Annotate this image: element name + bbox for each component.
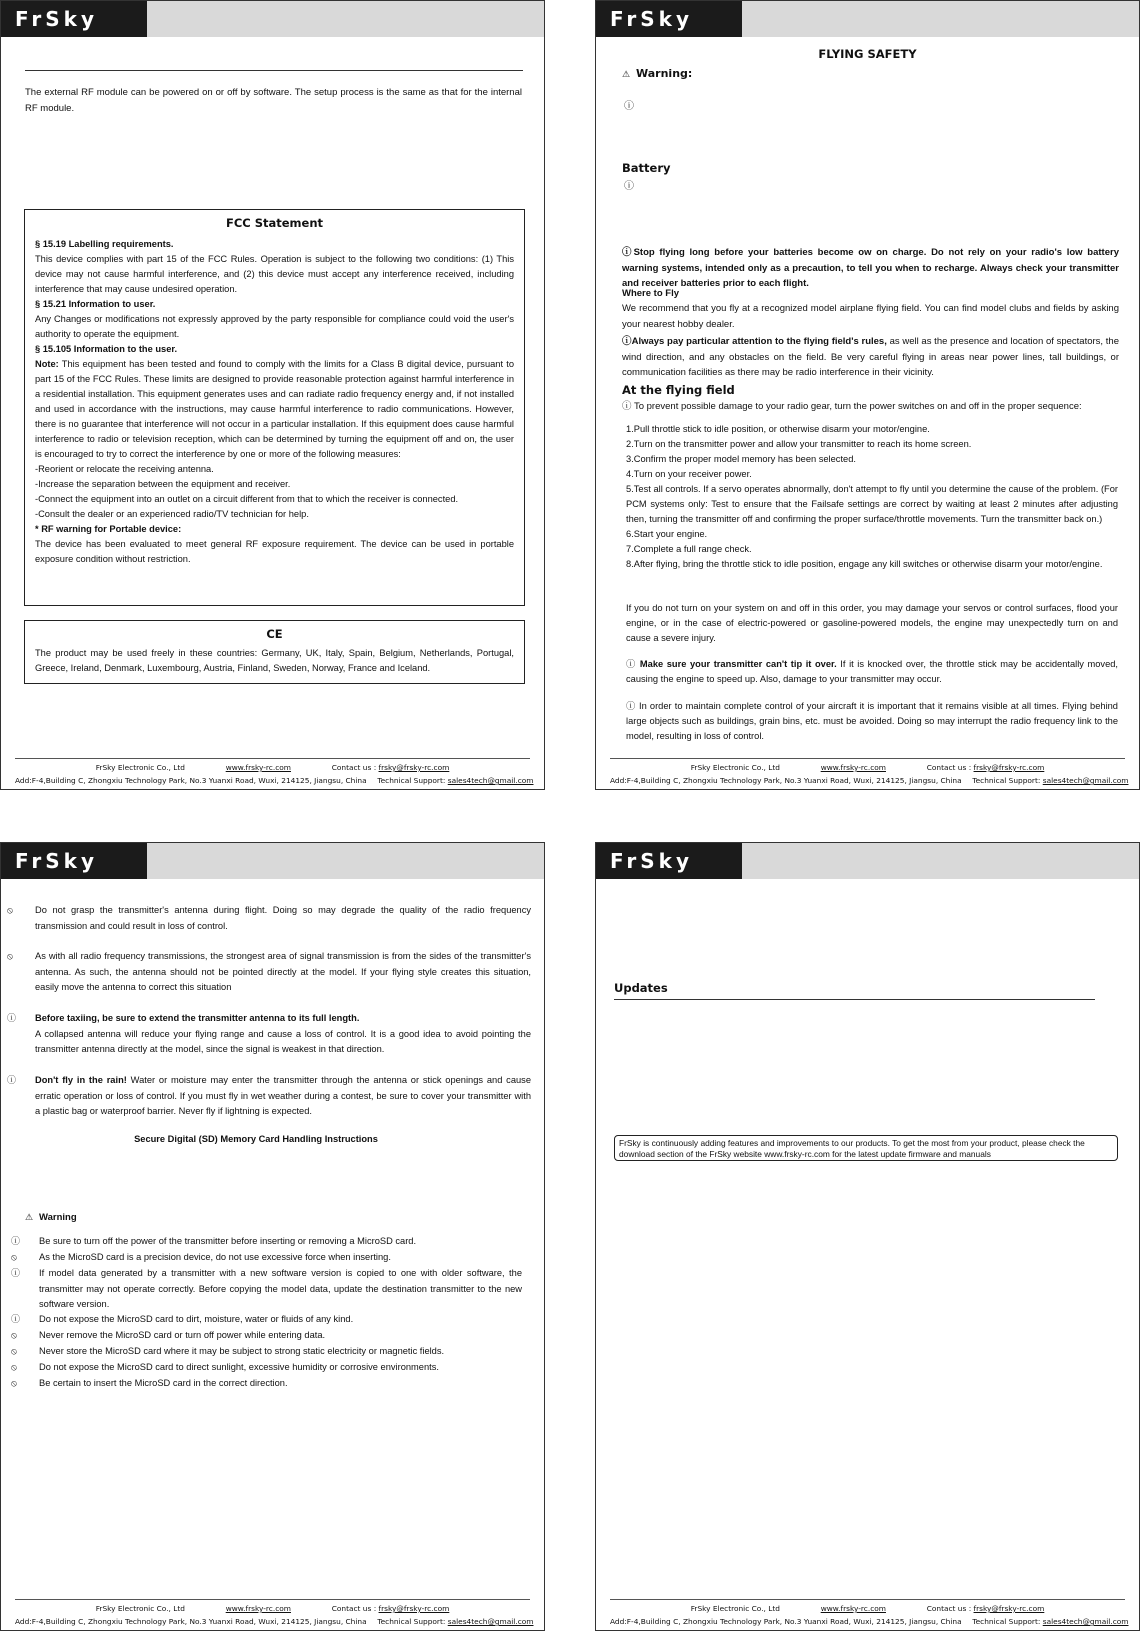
step-item: 1.Pull throttle stick to idle position, or otherwise disarm your motor/engine.: [626, 424, 930, 434]
footer-address: Add:F-4,Building C, Zhongxiu Technology Park, No.3 Yuanxi Road, Wuxi, 214125, Jiangsu, China: [610, 776, 962, 785]
control-paragraph: ⓘ In order to maintain complete control of your aircraft it is important that it remains visible at all times. Flying behind large objects such as buildings, grain bins, etc. must be avoided. Doing so may interrupt the radio frequency link to the model, resulting in loss of control.: [626, 701, 1118, 741]
updates-divider: [614, 999, 1095, 1000]
flying-field-heading: At the flying field: [622, 383, 735, 397]
footer-support-email-link[interactable]: sales4tech@gmail.com: [1042, 1617, 1129, 1626]
prohibited-icon: ⦸: [11, 1331, 17, 1341]
measure-item: -Consult the dealer or an experienced radio/TV technician for help.: [35, 509, 309, 519]
sd-item: ⓘ If model data generated by a transmitter with a new software version is copied to one with older software, the transmitter may not operate correctly. Before copying the model data, update the destination transmitter to the new software version.: [11, 1268, 522, 1309]
footer-website-link[interactable]: www.frsky-rc.com: [225, 1604, 291, 1613]
grasp-paragraph: ⦸ Do not grasp the transmitter's antenna during flight. Doing so may degrade the quality of the radio frequency transmission and could result in loss of control.: [7, 905, 531, 931]
caution-circle-icon: ⓘ: [626, 659, 640, 669]
page-footer: [610, 758, 1129, 790]
footer-contact-email-link[interactable]: frsky@frsky-rc.com: [973, 763, 1045, 772]
footer-address: Add:F-4,Building C, Zhongxiu Technology Park, No.3 Yuanxi Road, Wuxi, 214125, Jiangsu, China: [610, 1617, 962, 1626]
caution-circle-icon: ⓘ: [622, 401, 634, 412]
taxi-paragraph: [7, 1011, 531, 1057]
footer-support-email-link[interactable]: sales4tech@gmail.com: [1042, 776, 1129, 785]
footer-support-email-link[interactable]: sales4tech@gmail.com: [447, 776, 534, 785]
page-footer: [15, 1599, 534, 1631]
footer-website-link[interactable]: www.frsky-rc.com: [225, 763, 291, 772]
sd-item: ⓘ Be sure to turn off the power of the transmitter before inserting or removing a MicroSD card.: [25, 1234, 522, 1250]
footer-company: FrSky Electronic Co., Ltd: [95, 1604, 185, 1613]
attention-paragraph: [622, 334, 1119, 381]
measure-item: -Connect the equipment into an outlet on a circuit different from that to which the receiver is connected.: [35, 494, 459, 504]
rf-warning-heading: * RF warning for Portable device:: [35, 524, 182, 534]
sd-item: ⦸ Never store the MicroSD card where it may be subject to strong static electricity or magnetic fields.: [25, 1344, 522, 1360]
tip-over-paragraph: [626, 657, 1118, 687]
sd-item: ⦸ Be certain to insert the MicroSD card in the correct direction.: [25, 1376, 522, 1392]
sd-item: ⦸ Do not expose the MicroSD card to direct sunlight, excessive humidity or corrosive environments.: [25, 1360, 522, 1376]
fcc-statement-box: [24, 209, 525, 606]
footer-address: Add:F-4,Building C, Zhongxiu Technology Park, No.3 Yuanxi Road, Wuxi, 214125, Jiangsu, China: [15, 776, 367, 785]
rain-rest: Water or moisture may enter the transmitter through the antenna or stick openings and cause erratic operation or loss of control. If you must fly in wet weather during a contest, be sure to cover your transmitter with a plastic bag or waterproof barrier. Never fly if lightning is expected.: [35, 1075, 531, 1116]
order-paragraph: If you do not turn on your system on and off in this order, you may damage your servos or control surfaces, flood your engine, or in the case of electric-powered or gasoline-powered models, the engine may unexpectedly turn on and cause a severe injury.: [626, 603, 1118, 643]
frsky-logo: FrSky: [596, 843, 742, 879]
footer-contact-label: Contact us :: [926, 1604, 972, 1613]
footer-website-link[interactable]: www.frsky-rc.com: [820, 763, 886, 772]
sd-items-list: [11, 1234, 522, 1392]
prohibited-icon: ⦸: [11, 1253, 17, 1263]
footer-website-link[interactable]: www.frsky-rc.com: [820, 1604, 886, 1613]
caution-circle-icon: ⓘ: [624, 181, 634, 192]
prohibited-icon: ⦸: [11, 1363, 17, 1373]
note-body: This equipment has been tested and found to comply with the limits for a Class B digital device, pursuant to part 15 of the FCC Rules. These limits are designed to provide reasonable protection against harmful interference in a residential installation. This equipment generates uses and can radiate radio frequency energy and, if not installed and used in accordance with the instructions, may cause harmful interference to radio communications. However, there is no guarantee that interference will not occur in a particular installation. If this equipment does cause harmful interference to radio or television reception, which can be determined by turning the equipment off and on, the user is encouraged to try to correct the interference by one or more of the following measures:: [35, 359, 514, 459]
footer-contact-label: Contact us :: [331, 763, 377, 772]
warning-triangle-icon: ⚠: [622, 70, 631, 80]
footer-company: FrSky Electronic Co., Ltd: [690, 1604, 780, 1613]
prohibited-icon: ⦸: [11, 1347, 17, 1357]
caution-circle-icon: ⓘ: [11, 1269, 21, 1279]
caution-circle-icon: ⓘ: [622, 336, 632, 347]
footer-company: FrSky Electronic Co., Ltd: [95, 763, 185, 772]
prohibited-icon: ⦸: [11, 1379, 17, 1389]
updates-heading: Updates: [614, 981, 668, 995]
page-4: [595, 842, 1140, 1631]
taxi-bold: Before taxiing, be sure to extend the transmitter antenna to its full length.: [35, 1013, 360, 1023]
s1519-body: This device complies with part 15 of the FCC Rules. Operation is subject to the following two conditions: (1) This device may not cause harmful interference, and (2) this device must accept any interference received, including interference that may cause undesired operation.: [35, 254, 514, 294]
measure-item: -Increase the separation between the equipment and receiver.: [35, 479, 291, 489]
sd-item: ⦸ Never remove the MicroSD card or turn off power while entering data.: [25, 1328, 522, 1344]
prohibited-icon: ⦸: [7, 952, 13, 962]
footer-support-label: Technical Support:: [377, 1617, 446, 1626]
flying-safety-title: FLYING SAFETY: [818, 47, 917, 61]
sd-item: ⓘ Do not expose the MicroSD card to dirt, moisture, water or fluids of any kind.: [25, 1312, 522, 1328]
prohibited-icon: ⦸: [7, 906, 13, 916]
page-header: [596, 843, 1139, 879]
footer-contact-email-link[interactable]: frsky@frsky-rc.com: [973, 1604, 1045, 1613]
caution-circle-icon: ⓘ: [11, 1315, 21, 1325]
updates-notice-text: FrSky is continuously adding features and improvements to our products. To get the most from your product, please check the download section of the FrSky website www.frsky-rc.com for the latest update firmware and manuals: [619, 1138, 1085, 1159]
attention-rest: as well as the presence and location of spectators, the wind direction, and any obstacles on the field. Be very careful flying in areas near power lines, tall buildings, or communication facilities as there may be radio interference in their vicinity.: [622, 336, 1119, 379]
tip-over-bold: Make sure your transmitter can't tip it over.: [639, 659, 837, 669]
page-header: [1, 843, 544, 879]
caution-circle-icon: ⓘ: [7, 1076, 17, 1086]
page-1: [0, 0, 545, 790]
footer-support-label: Technical Support:: [972, 1617, 1041, 1626]
step-item: 3.Confirm the proper model memory has been selected.: [626, 454, 856, 464]
step-item: 6.Start your engine.: [626, 529, 708, 539]
ce-box: [24, 620, 525, 684]
footer-address: Add:F-4,Building C, Zhongxiu Technology Park, No.3 Yuanxi Road, Wuxi, 214125, Jiangsu, China: [15, 1617, 367, 1626]
fcc-body: [35, 237, 514, 567]
step-item: 5.Test all controls. If a servo operates abnormally, don't attempt to fly until you determine the cause of the problem. (For PCM systems only: Test to ensure that the Failsafe settings are correct by waiting at least 2 minutes after adjusting then, turning the transmitter off and confirming the proper surface/throttle movements. Turn the transmitter back on.): [626, 484, 1118, 524]
page-header: [1, 1, 544, 37]
step-item: 4.Turn on your receiver power.: [626, 469, 752, 479]
frsky-logo: FrSky: [596, 1, 742, 37]
page-footer: [610, 1599, 1129, 1631]
steps-list: [626, 422, 1118, 572]
sd-warning-label: Warning: [39, 1212, 77, 1223]
rf-warning-body: The device has been evaluated to meet general RF exposure requirement. The device can be used in portable exposure condition without restriction.: [35, 539, 514, 564]
step-item: 7.Complete a full range check.: [626, 544, 752, 554]
page-2: [595, 0, 1140, 790]
sd-item: ⦸ As the MicroSD card is a precision device, do not use excessive force when inserting.: [25, 1250, 522, 1266]
footer-support-label: Technical Support:: [377, 776, 446, 785]
divider: [25, 70, 523, 71]
footer-support-email-link[interactable]: sales4tech@gmail.com: [447, 1617, 534, 1626]
warning-label: Warning:: [636, 67, 693, 80]
s15105-heading: § 15.105 Information to the user.: [35, 344, 178, 354]
sd-card-title: Secure Digital (SD) Memory Card Handling Instructions: [134, 1134, 378, 1144]
caution-circle-icon: ⓘ: [7, 1014, 17, 1024]
page-3: [0, 842, 545, 1631]
battery-heading: Battery: [622, 161, 671, 175]
footer-support-label: Technical Support:: [972, 776, 1041, 785]
tip-over-rest: If it is knocked over, the throttle stick may be accidentally moved, causing the engine to speed up. Also, damage to your transmitter may occur.: [626, 659, 1119, 684]
sd-warning-heading: [25, 1212, 77, 1223]
s1521-body: Any Changes or modifications not expressly approved by the party responsible for compliance could void the user's authority to operate the equipment.: [35, 314, 514, 339]
footer-contact-email-link[interactable]: frsky@frsky-rc.com: [378, 1604, 450, 1613]
note-label: Note:: [35, 359, 59, 369]
flying-field-intro: ⓘ To prevent possible damage to your radio gear, turn the power switches on and off in the proper sequence:: [622, 401, 1082, 412]
ce-body: The product may be used freely in these countries: Germany, UK, Italy, Spain, Belgium, Netherlands, Portugal, Greece, Ireland, Denmark, Luxembourg, Austria, Finland, Sweden, Norway, France and Iceland.: [35, 648, 514, 673]
where-to-fly-heading: Where to Fly: [622, 288, 680, 299]
stop-flying-text: Stop flying long before your batteries become ow on charge. Do not rely on your radio's low battery warning systems, intended only as a precaution, to tell you when to recharge. Always check your transmitter and receiver batteries prior to each flight.: [622, 247, 1119, 290]
fcc-title: FCC Statement: [225, 216, 324, 230]
caution-circle-icon: ⓘ: [624, 101, 634, 112]
frsky-logo: FrSky: [1, 1, 147, 37]
updates-notice-box: [614, 1135, 1118, 1161]
attention-bold: Always pay particular attention to the flying field's rules,: [631, 336, 887, 347]
page-header: [596, 1, 1139, 37]
footer-company: FrSky Electronic Co., Ltd: [690, 763, 780, 772]
ce-title: CE: [266, 627, 283, 641]
s1519-heading: § 15.19 Labelling requirements.: [35, 239, 174, 249]
rain-paragraph: [7, 1073, 531, 1119]
rain-bold: Don't fly in the rain!: [35, 1075, 127, 1085]
step-item: 2.Turn on the transmitter power and allow your transmitter to reach its home screen.: [626, 439, 972, 449]
where-to-fly-body: We recommend that you fly at a recognized model airplane flying field. You can find model clubs and fields by asking your nearest hobby dealer.: [622, 303, 1119, 330]
step-item: 8.After flying, bring the throttle stick to idle position, engage any kill switches or otherwise disarm your motor/engine.: [626, 559, 1103, 569]
measure-item: -Reorient or relocate the receiving antenna.: [35, 464, 214, 474]
caution-circle-icon: ⓘ: [11, 1237, 21, 1247]
taxi-rest: A collapsed antenna will reduce your flying range and cause a loss of control. It is a good idea to avoid pointing the transmitter antenna directly at the model, since the signal is weakest in that direction.: [35, 1029, 531, 1054]
caution-circle-icon: ⓘ: [622, 247, 634, 258]
note-paragraph: [35, 357, 514, 462]
s1521-heading: § 15.21 Information to user.: [35, 299, 156, 309]
footer-contact-label: Contact us :: [926, 763, 972, 772]
footer-contact-label: Contact us :: [331, 1604, 377, 1613]
warning-triangle-icon: ⚠: [25, 1213, 34, 1223]
signal-paragraph: ⦸ As with all radio frequency transmissions, the strongest area of signal transmission is from the sides of the transmitter's antenna. As such, the antenna should not be pointed directly at the model. If your flying style creates this situation, easily move the antenna to correct this situation: [7, 951, 531, 992]
warning-heading: [622, 67, 692, 80]
stop-flying-paragraph: [622, 245, 1119, 292]
frsky-logo: FrSky: [1, 843, 147, 879]
page-footer: [15, 758, 534, 790]
intro-text: The external RF module can be powered on or off by software. The setup process is the same as that for the internal RF module.: [25, 87, 522, 114]
caution-circle-icon: ⓘ: [626, 701, 640, 711]
footer-contact-email-link[interactable]: frsky@frsky-rc.com: [378, 763, 450, 772]
